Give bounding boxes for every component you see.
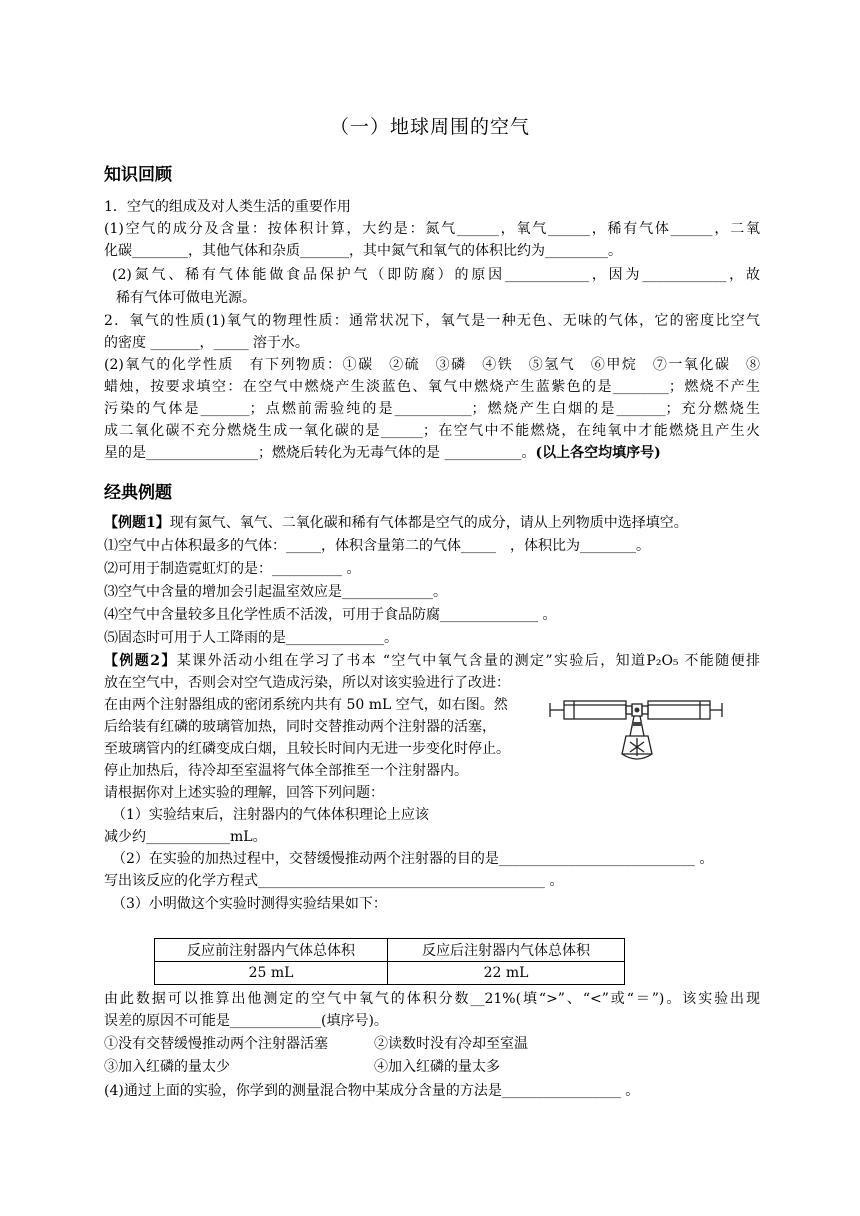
option-1: ①没有交替缓慢推动两个注射器活塞: [104, 1036, 328, 1052]
table-header-before: 反应前注射器内气体总体积: [155, 939, 388, 962]
review-line-1: 1．空气的组成及对人类生活的重要作用: [104, 199, 351, 215]
review-line-12: [104, 442, 760, 464]
example1-item-4: ⑷空气中含量较多且化学性质不活泼，可用于食品防腐______________ 。: [104, 607, 557, 623]
section-heading-review: 知识回顾: [104, 165, 172, 185]
page-title: （一）地球周围的空气: [329, 116, 530, 138]
example2-question-2: （2）在实验的加热过程中，交替缓慢推动两个注射器的目的是____________________________ 。: [112, 851, 714, 867]
question-4-line: (4)通过上面的实验，你学到的测量混合物中某成分含量的方法是_________________ 。: [104, 1083, 640, 1099]
table-header-after: 反应后注射器内气体总体积: [388, 939, 625, 962]
table-row: [155, 939, 625, 962]
table-cell-before-value: 25 mL: [155, 962, 388, 985]
example1-item-3: ⑶空气中含量的增加会引起温室效应是_____________。: [104, 584, 447, 600]
option-2: ②读数时没有冷却至室温: [374, 1036, 528, 1052]
example2-label: 【例题2】: [104, 653, 177, 669]
review-line-8: (2)氧气的化学性质 有下列物质：①碳 ②硫 ③磷 ④铁 ⑤氢气 ⑥甲烷 ⑦一氧化碳 ⑧: [104, 357, 760, 373]
table-row: [155, 962, 625, 985]
example2-line-1: [104, 650, 760, 672]
example2-question-1-cont: 减少约____________mL。: [104, 829, 267, 845]
review-line-11: 成二氧化碳不充分燃烧生成一氧化碳的是______；在空气中不能燃烧，在纯氧中才能燃烧且产生火: [104, 423, 760, 439]
example2-question-1: （1）实验结束后，注射器内的气体体积理论上应该: [112, 807, 429, 823]
review-line-10: 污染的气体是_______；点燃前需验纯的是___________；燃烧产生白烟的是_______；充分燃烧生: [104, 401, 760, 417]
example2-line-2: 放在空气中，否则会对空气造成污染，所以对该实验进行了改进：: [104, 675, 510, 691]
result-table: [154, 938, 625, 985]
review-line-6: 2．氧气的性质(1)氧气的物理性质：通常状况下，氧气是一种无色、无味的气体，它的密度比空气: [104, 313, 760, 329]
analysis-line-1: 由此数据可以推算出他测定的空气中氧气的体积分数__21%(填“>”、“<”或“＝”)。该实验出现: [104, 991, 760, 1007]
option-row-1: [104, 1033, 760, 1055]
example2-line-7: 请根据你对上述实验的理解，回答下列问题：: [104, 785, 384, 801]
example2-question-3: （3）小明做这个实验时测得实验结果如下：: [112, 896, 387, 912]
example2-line-4: 后给装有红磷的玻璃管加热，同时交替推动两个注射器的活塞，: [104, 719, 496, 735]
example2-equation-line: 写出该反应的化学方程式_________________________________________ 。: [104, 873, 564, 889]
option-row-2: [104, 1056, 760, 1078]
review-line-12-text: 星的是________________；燃烧后转化为无毒气体的是 ___________。: [104, 445, 536, 461]
example2-line-5: 至玻璃管内的红磷变成白烟，且较长时间内无进一步变化时停止。: [104, 741, 510, 757]
example1-item-5: ⑸固态时可用于人工降雨的是______________。: [104, 630, 398, 646]
example1-item-2: ⑵可用于制造霓虹灯的是：__________ 。: [104, 561, 361, 577]
review-line-9: 蜡烛，按要求填空：在空气中燃烧产生淡蓝色、氧气中燃烧产生蓝紫色的是________；燃烧不产生: [104, 379, 760, 395]
example1-label: 【例题1】: [104, 515, 170, 531]
review-line-4: (2)氮气、稀有气体能做食品保护气（即防腐）的原因____________，因为____________，故: [112, 267, 760, 283]
option-3: ③加入红磷的量太少: [104, 1059, 230, 1075]
example2-line-3: 在由两个注射器组成的密闭系统内共有 50 mL 空气，如右图。然: [104, 697, 508, 713]
review-line-5: 稀有气体可做电光源。: [116, 290, 256, 306]
example2-line-6: 停止加热后，待冷却至室温将气体全部推至一个注射器内。: [104, 763, 468, 779]
syringe-apparatus-diagram: [548, 690, 724, 770]
example2-line-1-text: 某课外活动小组在学习了书本 “空气中氧气含量的测定”实验后，知道P₂O₅ 不能随便排: [176, 653, 760, 669]
review-line-7: 的密度 _______，_____ 溶于水。: [104, 335, 309, 351]
section-heading-examples: 经典例题: [104, 483, 172, 503]
table-cell-after-value: 22 mL: [388, 962, 625, 985]
analysis-line-2: 误差的原因不可能是_____________(填序号)。: [104, 1013, 388, 1029]
example1-intro: [104, 512, 760, 534]
example1-intro-text: 现有氮气、氧气、二氧化碳和稀有气体都是空气的成分，请从上列物质中选择填空。: [169, 515, 688, 531]
option-4: ④加入红磷的量太多: [374, 1059, 500, 1075]
review-line-3: 化碳________，其他气体和杂质_______，其中氮气和氧气的体积比约为_________。: [104, 243, 622, 259]
review-line-2: (1)空气的成分及含量：按体积计算，大约是：氮气______，氧气______，稀有气体______，二氧: [104, 221, 760, 237]
fill-instruction-note: (以上各空均填序号): [535, 445, 661, 461]
example1-item-1: ⑴空气中占体积最多的气体：_____，体积含量第二的气体_____ ，体积比为________。: [104, 538, 650, 554]
